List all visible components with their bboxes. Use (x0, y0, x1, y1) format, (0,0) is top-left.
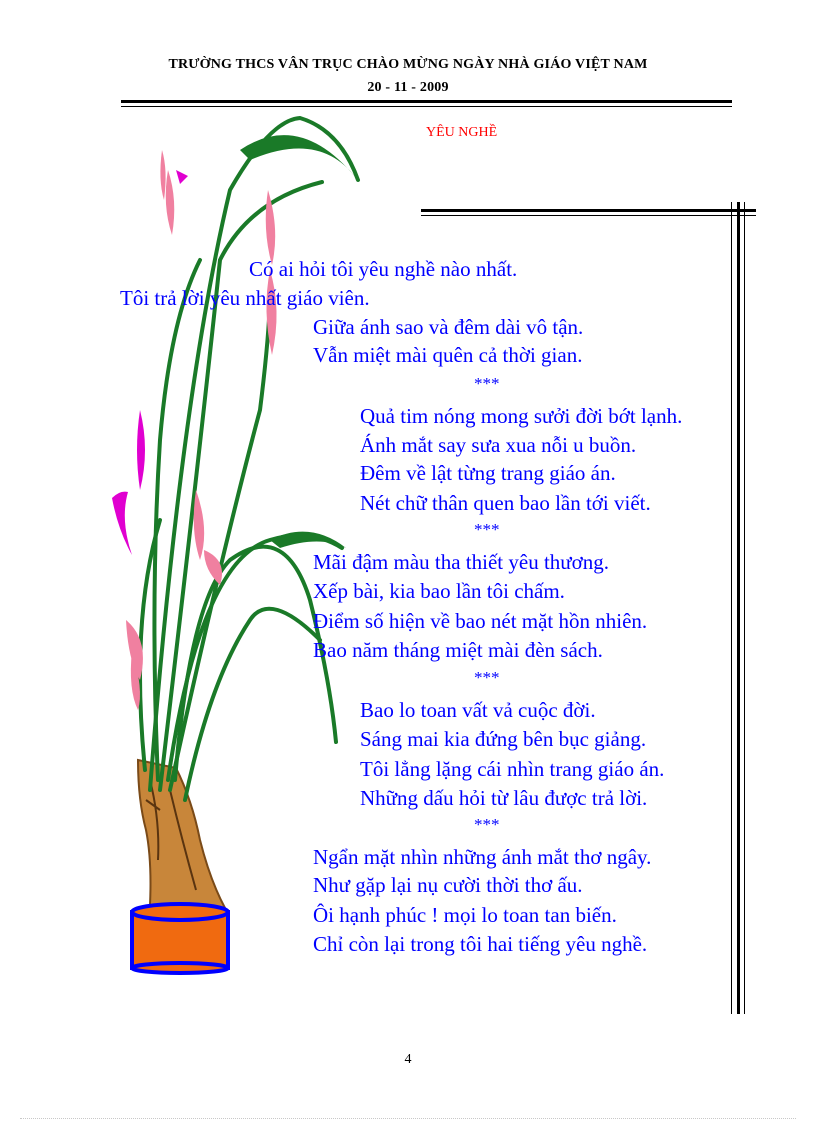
poem-line: Ngẩn mặt nhìn những ánh mắt thơ ngây. (313, 845, 652, 869)
stanza-separator: *** (474, 815, 500, 834)
page-bottom-divider (20, 1118, 796, 1119)
poem-line: Sáng mai kia đứng bên bục giảng. (360, 727, 647, 751)
poem-title: YÊU NGHỀ (426, 125, 498, 140)
header-date: 20 - 11 - 2009 (367, 80, 449, 95)
poem-line: Chỉ còn lại trong tôi hai tiếng yêu nghề. (313, 932, 648, 956)
poem-line: Bao lo toan vất vả cuộc đời. (360, 698, 596, 722)
poem-line: Mãi đậm màu tha thiết yêu thương. (313, 550, 610, 574)
poem-line: Nét chữ thân quen bao lần tới viết. (360, 491, 651, 515)
poem-line: Như gặp lại nụ cười thời thơ ấu. (313, 873, 583, 897)
poem-line: Đêm về lật từng trang giáo án. (360, 461, 616, 485)
poem-line: Điểm số hiện về bao nét mặt hồn nhiên. (313, 609, 648, 633)
poem-line: Vẫn miệt mài quên cả thời gian. (313, 343, 583, 367)
poem-line: Có ai hỏi tôi yêu nghề nào nhất. (249, 257, 518, 281)
poem-line: Xếp bài, kia bao lần tôi chấm. (313, 579, 565, 603)
page-number: 4 (404, 1052, 412, 1067)
poem-line: Những dấu hỏi từ lâu được trả lời. (360, 786, 648, 810)
poem-line: Ôi hạnh phúc ! mọi lo toan tan biến. (313, 903, 617, 927)
stanza-separator: *** (474, 668, 500, 687)
poem-line: Tôi trả lời yêu nhất giáo viên. (120, 286, 370, 310)
header-school-title: TRƯỜNG THCS VÂN TRỤC CHÀO MỪNG NGÀY NHÀ GIÁO VIỆT NAM (168, 57, 648, 72)
poem-line: Tôi lẳng lặng cái nhìn trang giáo án. (360, 757, 665, 781)
stanza-separator: *** (474, 374, 500, 393)
poem-line: Ánh mắt say sưa xua nỗi u buồn. (360, 433, 637, 457)
poem-line: Bao năm tháng miệt mài đèn sách. (313, 638, 603, 662)
poem-line: Giữa ánh sao và đêm dài vô tận. (313, 315, 584, 339)
poem-line: Quả tim nóng mong sưởi đời bớt lạnh. (360, 404, 683, 428)
stanza-separator: *** (474, 520, 500, 539)
